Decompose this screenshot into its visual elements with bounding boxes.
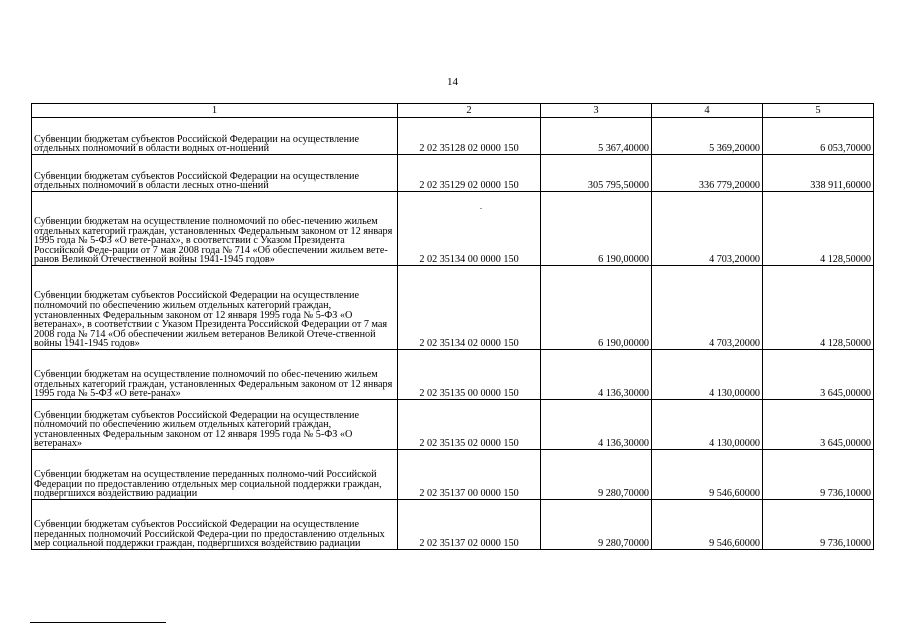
table-row	[32, 350, 874, 400]
row-value-col3: 4 136,30000	[541, 400, 652, 450]
row-value-col5: 3 645,00000	[763, 350, 874, 400]
table-row	[32, 192, 874, 266]
row-value-col5: 3 645,00000	[763, 400, 874, 450]
row-code: 2 02 35128 02 0000 150	[398, 118, 541, 155]
row-name: Субвенции бюджетам на осуществление переданных полномо-чий Российской Федерации по предоставлению отдельных мер социальной поддержки граждан, подвергшихся воздействию радиации	[32, 450, 398, 500]
row-value-col3: 6 190,00000	[541, 192, 652, 266]
row-name: Субвенции бюджетам субъектов Российской Федерации на осуществление переданных полномочий Российской Федера-ции по предоставлению отдельных мер социальной поддержки граждан, подвергшихся воздействию радиации	[32, 500, 398, 550]
page-number: 14	[447, 76, 458, 88]
row-code: 2 02 35129 02 0000 150	[398, 155, 541, 192]
row-value-col4: 9 546,60000	[652, 500, 763, 550]
row-value-col4: 4 703,20000	[652, 266, 763, 350]
row-name: Субвенции бюджетам субъектов Российской Федерации на осуществление полномочий по обеспечению жильем отдельных категорий граждан, установленных Федеральным законом от 12 января 1995 года № 5-ФЗ «О ветеранах», в соответствии с Указом Президента Российской Федерации от 7 мая 2008 года № 714 «Об обеспечении жильем ветеранов Великой Отече-ственной войны 1941-1945 годов»	[32, 266, 398, 350]
table-row	[32, 266, 874, 350]
row-name: Субвенции бюджетам субъектов Российской Федерации на осуществление отдельных полномочий в области водных от-ношений	[32, 118, 398, 155]
row-code: 2 02 35135 00 0000 150	[398, 350, 541, 400]
header-col-2: 2	[398, 104, 541, 118]
header-col-3: 3	[541, 104, 652, 118]
row-value-col4: 4 130,00000	[652, 400, 763, 450]
table-row	[32, 500, 874, 550]
row-name: Субвенции бюджетам субъектов Российской Федерации на осуществление отдельных полномочий в области лесных отно-шений	[32, 155, 398, 192]
row-value-col4: 336 779,20000	[652, 155, 763, 192]
row-value-col4: 5 369,20000	[652, 118, 763, 155]
row-value-col5: 9 736,10000	[763, 500, 874, 550]
row-code: 2 02 35134 02 0000 150	[398, 266, 541, 350]
row-value-col5: 4 128,50000	[763, 192, 874, 266]
table-body	[32, 118, 874, 550]
row-code: 2 02 35137 02 0000 150	[398, 500, 541, 550]
table-header	[32, 104, 874, 118]
table-row	[32, 155, 874, 192]
footnote-separator	[30, 622, 166, 623]
table-row	[32, 450, 874, 500]
header-col-4: 4	[652, 104, 763, 118]
scan-speck	[480, 208, 482, 209]
header-col-1: 1	[32, 104, 398, 118]
header-row	[32, 104, 874, 118]
row-value-col3: 305 795,50000	[541, 155, 652, 192]
row-value-col5: 9 736,10000	[763, 450, 874, 500]
row-value-col3: 4 136,30000	[541, 350, 652, 400]
row-value-col5: 338 911,60000	[763, 155, 874, 192]
row-name: Субвенции бюджетам на осуществление полномочий по обес-печению жильем отдельных категорий граждан, установленных Федеральным законом от 12 января 1995 года № 5-ФЗ «О вете-ранах»	[32, 350, 398, 400]
row-value-col3: 9 280,70000	[541, 450, 652, 500]
row-name: Субвенции бюджетам субъектов Российской Федерации на осуществление полномочий по обеспечению жильем отдельных категорий граждан, установленных Федеральным законом от 12 января 1995 года № 5-ФЗ «О ветеранах»	[32, 400, 398, 450]
row-value-col4: 9 546,60000	[652, 450, 763, 500]
row-value-col3: 5 367,40000	[541, 118, 652, 155]
budget-table	[31, 103, 874, 550]
row-value-col4: 4 130,00000	[652, 350, 763, 400]
row-name: Субвенции бюджетам на осуществление полномочий по обес-печению жильем отдельных категорий граждан, установленных Федеральным законом от 12 января 1995 года № 5-ФЗ «О вете-ранах», в соответствии с Указом Президента Российской Феде-рации от 7 мая 2008 года № 714 «Об обеспечении жильем вете-ранов Великой Отечественной войны 1941-1945 годов»	[32, 192, 398, 266]
header-col-5: 5	[763, 104, 874, 118]
row-value-col3: 9 280,70000	[541, 500, 652, 550]
table-row	[32, 400, 874, 450]
row-code: 2 02 35134 00 0000 150	[398, 192, 541, 266]
row-code: 2 02 35137 00 0000 150	[398, 450, 541, 500]
row-code: 2 02 35135 02 0000 150	[398, 400, 541, 450]
table-row	[32, 118, 874, 155]
row-value-col4: 4 703,20000	[652, 192, 763, 266]
row-value-col5: 4 128,50000	[763, 266, 874, 350]
row-value-col3: 6 190,00000	[541, 266, 652, 350]
row-value-col5: 6 053,70000	[763, 118, 874, 155]
